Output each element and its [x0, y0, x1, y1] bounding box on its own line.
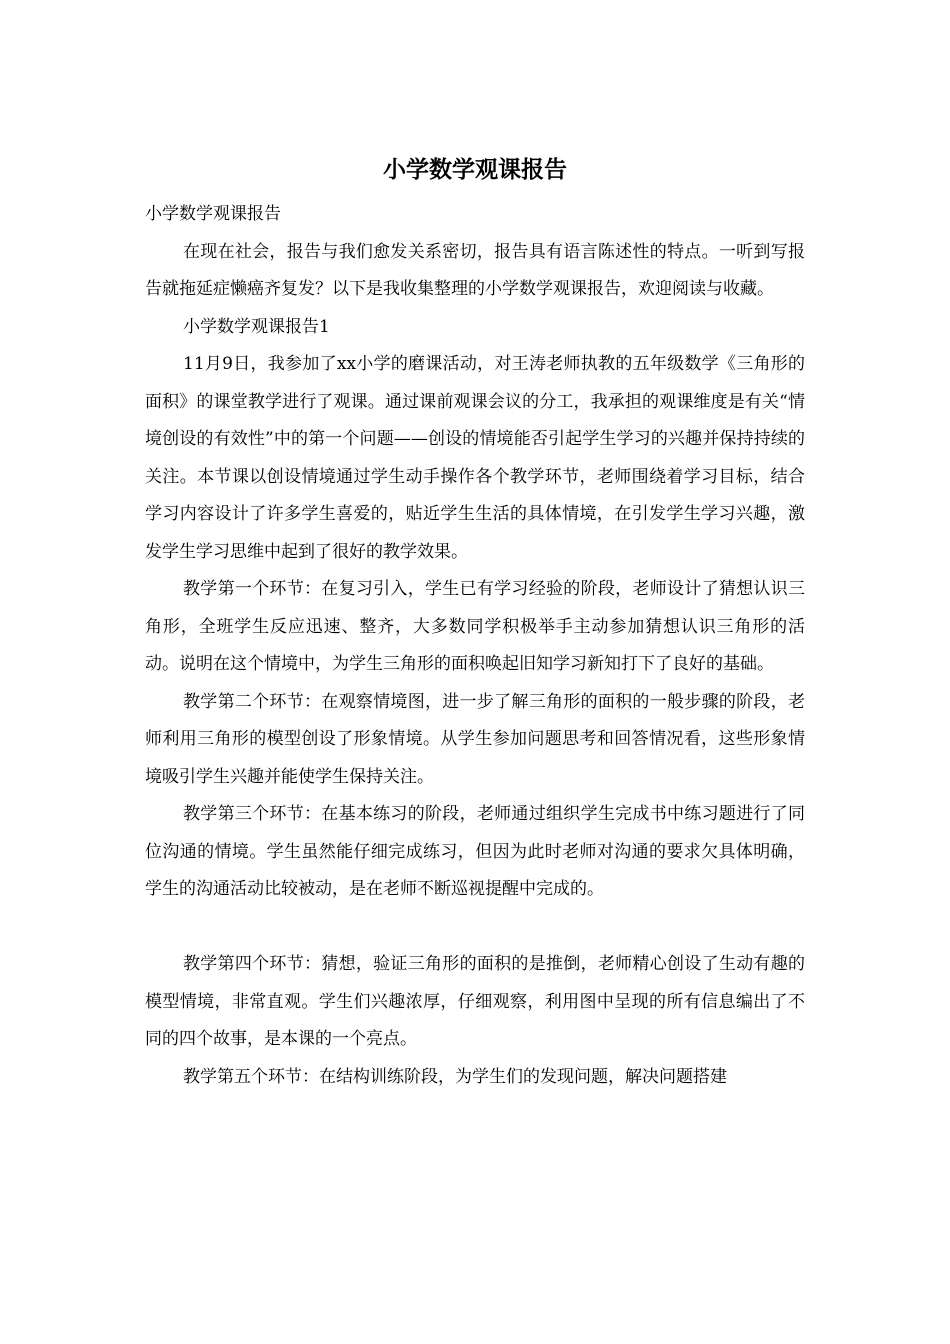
blank-line — [145, 909, 805, 947]
body-paragraph: 教学第五个环节：在结构训练阶段，为学生们的发现问题，解决问题搭建 — [183, 1066, 727, 1087]
body-paragraph: 教学第一个环节：在复习引入，学生已有学习经验的阶段，老师设计了猜想认识三角形，全班学生反应迅速、整齐，大多数同学积极举手主动参加猜想认识三角形的活动。说明在这个情境中，为学生三角形的面积唤起旧知学习新知打下了良好的基础。 — [145, 579, 805, 674]
subtitle-line: 小学数学观课报告 — [145, 204, 281, 224]
body-paragraph: 11月9日，我参加了xx小学的磨课活动，对王涛老师执教的五年级数学《三角形的面积》的课堂教学进行了观课。通过课前观课会议的分工，我承担的观课维度是有关“情境创设的有效性”中的第一个问题——创设的情境能否引起学生学习的兴趣并保持持续的关注。本节课以创设情境通过学生动手操作各个教学环节，老师围绕着学习目标，结合学习内容设计了许多学生喜爱的，贴近学生生活的具体情境，在引发学生学习兴趣，激发学生学习思维中起到了很好的教学效果。 — [145, 354, 805, 562]
intro-paragraph: 在现在社会，报告与我们愈发关系密切，报告具有语言陈述性的特点。一听到写报告就拖延症懒癌齐复发？以下是我收集整理的小学数学观课报告，欢迎阅读与收藏。 — [145, 241, 805, 299]
document-title: 小学数学观课报告 — [383, 157, 567, 183]
section-heading: 小学数学观课报告1 — [183, 316, 330, 337]
body-paragraph: 教学第四个环节：猜想，验证三角形的面积的是推倒，老师精心创设了生动有趣的模型情境，非常直观。学生们兴趣浓厚，仔细观察，利用图中呈现的所有信息编出了不同的四个故事，是本课的一个亮点。 — [145, 954, 805, 1049]
document-body — [145, 196, 805, 1096]
body-paragraph: 教学第三个环节：在基本练习的阶段，老师通过组织学生完成书中练习题进行了同位沟通的情境。学生虽然能仔细完成练习，但因为此时老师对沟通的要求欠具体明确，学生的沟通活动比较被动，是在老师不断巡视提醒中完成的。 — [145, 804, 805, 899]
body-paragraph: 教学第二个环节：在观察情境图，进一步了解三角形的面积的一般步骤的阶段，老师利用三角形的模型创设了形象情境。从学生参加问题思考和回答情况看，这些形象情境吸引学生兴趣并能使学生保持关注。 — [145, 691, 805, 787]
